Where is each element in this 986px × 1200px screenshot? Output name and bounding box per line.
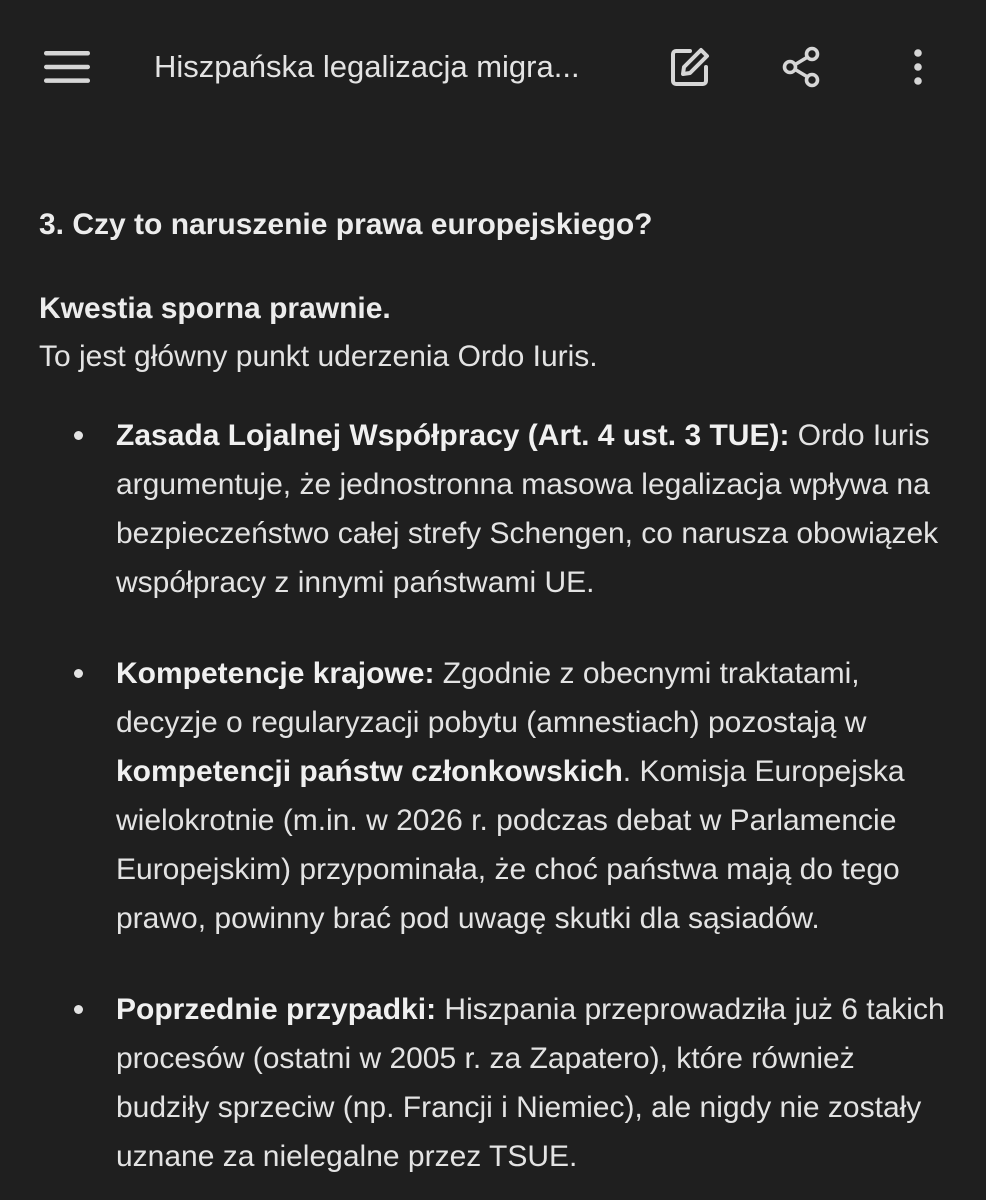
new-chat-button[interactable] [663, 40, 717, 94]
list-item [116, 985, 948, 1181]
list-item-bold-inline: kompetencji państw członkowskich [116, 755, 623, 788]
intro-paragraph [39, 285, 948, 381]
response-content [0, 203, 986, 1181]
menu-icon [44, 51, 90, 83]
menu-button[interactable] [38, 44, 96, 90]
list-item-text: Ordo Iuris argumentuje, że jednostronna masowa legalizacja wpływa na bezpieczeństwo całej strefy Schengen, co narusza obowiązek współpracy z innymi państwami UE. [116, 419, 939, 599]
bullet-dot [74, 669, 83, 678]
more-options-button[interactable] [898, 40, 938, 94]
top-app-bar [0, 0, 986, 135]
conversation-title[interactable]: Hiszpańska legalizacja migra... [154, 49, 580, 84]
intro-bold: Kwestia sporna prawnie. [39, 292, 391, 325]
list-item [116, 649, 948, 943]
bullet-list [39, 411, 948, 1181]
share-icon [781, 45, 821, 89]
more-vert-icon [912, 49, 924, 85]
list-item-bold: Kompetencje krajowe: [116, 657, 435, 690]
list-item-bold: Poprzednie przypadki: [116, 993, 437, 1026]
list-item-text: Zgodnie z obecnymi traktatami, decyzje o regularyzacji pobytu (amnestiach) pozostają w [116, 657, 867, 739]
intro-text: To jest główny punkt uderzenia Ordo Iuris. [39, 340, 598, 373]
share-button[interactable] [774, 40, 828, 94]
edit-icon [668, 45, 712, 89]
list-item-bold: Zasada Lojalnej Współpracy (Art. 4 ust. 3 TUE): [116, 419, 790, 452]
list-item-text-continued: . Komisja Europejska wielokrotnie (m.in. w 2026 r. podczas debat w Parlamencie Europejskim) przypominała, że choć państwa mają do tego prawo, powinny brać pod uwagę skutki dla sąsiadów. [116, 755, 905, 935]
list-item-text: Hiszpania przeprowadziła już 6 takich procesów (ostatni w 2005 r. za Zapatero), które również budziły sprzeciw (np. Francji i Niemiec), ale nigdy nie zostały uznane za nielegalne przez TSUE. [116, 993, 945, 1173]
list-item [116, 411, 948, 607]
bullet-dot [74, 1005, 83, 1014]
section-heading: 3. Czy to naruszenie prawa europejskiego? [39, 208, 653, 241]
bullet-dot [74, 431, 83, 440]
